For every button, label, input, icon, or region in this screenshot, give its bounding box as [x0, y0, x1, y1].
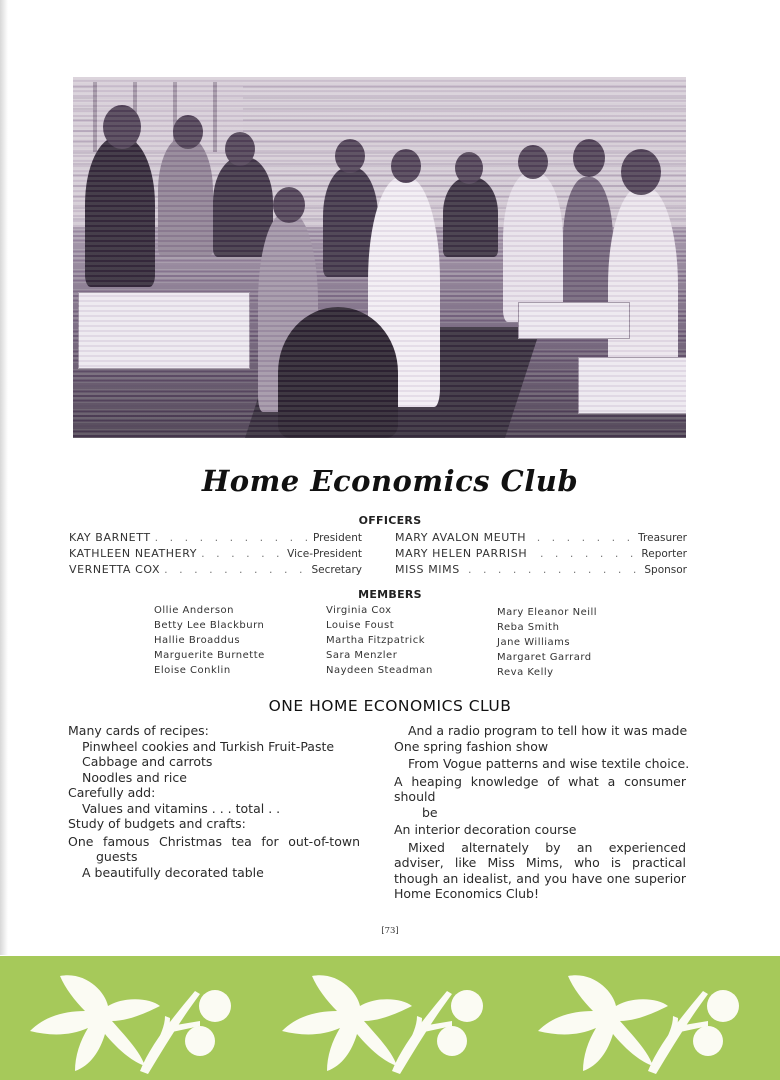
- member-name: Louise Foust: [326, 620, 395, 631]
- poem-line: guests: [96, 849, 138, 864]
- member-name: Hallie Broaddus: [154, 635, 241, 646]
- photo-person-head: [103, 105, 141, 149]
- poem-column-right: [394, 723, 690, 902]
- page-number: [73]: [381, 926, 399, 936]
- poem-line: From Vogue patterns and wise textile choice.: [408, 756, 690, 771]
- officer-role: Treasurer: [638, 532, 687, 544]
- officer-name: MISS MIMS: [395, 563, 460, 576]
- photo-table: [578, 357, 686, 414]
- members-column-3: [497, 605, 597, 680]
- photo-person: [563, 177, 613, 317]
- leaf-branch-motif-icon: [538, 966, 758, 1076]
- poem-line: One spring fashion show: [394, 738, 549, 754]
- photo-person: [85, 137, 155, 287]
- officers-heading: OFFICERS: [358, 514, 422, 527]
- officer-role: President: [313, 532, 362, 544]
- member-name: Betty Lee Blackburn: [154, 620, 265, 631]
- leader-dots: [201, 546, 283, 562]
- club-photo: [73, 77, 686, 438]
- members-column-2: [326, 603, 433, 678]
- photo-person-head: [621, 149, 661, 195]
- poem-line: A beautifully decorated table: [82, 864, 264, 880]
- officer-role: Vice-President: [287, 548, 362, 560]
- poem-paragraph: Mixed alternately by an experienced adviser, like Miss Mims, who is practical though an idealist, and you have one superior Home Economics Club!: [394, 839, 686, 901]
- footer-band: [0, 956, 780, 1080]
- photo-person-head: [335, 139, 365, 173]
- leaf-branch-motif-icon: [30, 966, 250, 1076]
- photo-table: [78, 292, 250, 369]
- photo-person-head: [518, 145, 548, 179]
- photo-person-head: [273, 187, 305, 223]
- leaf-branch-motif-icon: [282, 966, 502, 1076]
- officer-row: [395, 530, 687, 546]
- photo-person-head: [455, 152, 483, 184]
- member-name: Ollie Anderson: [154, 605, 234, 616]
- officer-role: Sponsor: [644, 564, 687, 576]
- member-name: Reba Smith: [497, 622, 560, 633]
- member-name: Mary Eleanor Neill: [497, 607, 598, 618]
- photo-person: [443, 177, 498, 257]
- member-name: Virginia Cox: [326, 605, 392, 616]
- poem-line: Carefully add:: [68, 785, 156, 800]
- leader-dots: [164, 562, 307, 578]
- officer-name: MARY AVALON MEUTH: [395, 531, 527, 544]
- officer-name: KATHLEEN NEATHERY: [69, 547, 198, 560]
- officer-row: [395, 562, 687, 578]
- member-name: Marguerite Burnette: [154, 650, 265, 661]
- officer-name: MARY HELEN PARRISH: [395, 547, 528, 560]
- member-name: Naydeen Steadman: [326, 665, 433, 676]
- member-name: Margaret Garrard: [497, 652, 592, 663]
- poem-line: A heaping knowledge of what a consumer should: [394, 773, 686, 804]
- poem-line: An interior decoration course: [394, 822, 577, 837]
- member-name: Sara Menzler: [326, 650, 398, 661]
- poem-line: And a radio program to tell how it was made: [408, 723, 688, 738]
- poem-line: Many cards of recipes:: [68, 723, 209, 738]
- poem-line: One famous Christmas tea for out-of-town: [68, 833, 360, 849]
- photo-table: [518, 302, 630, 339]
- officer-name: VERNETTA COX: [69, 563, 161, 576]
- poem-line: Study of budgets and crafts:: [68, 816, 246, 831]
- poem-title: ONE HOME ECONOMICS CLUB: [268, 697, 512, 715]
- leader-dots: [464, 562, 641, 578]
- officer-row: [69, 546, 362, 562]
- officer-row: [69, 530, 362, 546]
- officer-row: [395, 546, 687, 562]
- photo-person-head: [173, 115, 203, 149]
- officer-row: [69, 562, 362, 578]
- poem-column-left: [68, 723, 360, 880]
- officers-list-right: [395, 530, 687, 578]
- leader-dots: [155, 530, 309, 546]
- poem-line: Cabbage and carrots: [82, 754, 213, 769]
- club-title: Home Economics Club: [201, 464, 579, 498]
- photo-person: [503, 172, 563, 322]
- member-name: Jane Williams: [497, 637, 571, 648]
- member-name: Eloise Conklin: [154, 665, 231, 676]
- photo-person-seated: [278, 307, 398, 438]
- poem-line: Pinwheel cookies and Turkish Fruit-Paste: [82, 738, 335, 754]
- member-name: Reva Kelly: [497, 667, 554, 678]
- officer-role: Secretary: [311, 564, 362, 576]
- officers-list-left: [69, 530, 362, 578]
- members-column-1: [154, 603, 265, 678]
- leader-dots: [531, 546, 637, 562]
- poem-line: be: [422, 804, 438, 820]
- officer-role: Reporter: [641, 548, 687, 560]
- photo-person-head: [573, 139, 605, 177]
- member-name: Martha Fitzpatrick: [326, 635, 425, 646]
- photo-person: [158, 137, 213, 257]
- poem-line: Noodles and rice: [82, 769, 187, 785]
- leader-dots: [530, 530, 634, 546]
- photo-person-head: [225, 132, 255, 166]
- poem-line: Values and vitamins . . . total . .: [82, 800, 281, 816]
- officer-name: KAY BARNETT: [69, 531, 151, 544]
- members-heading: MEMBERS: [358, 588, 422, 601]
- photo-person-head: [391, 149, 421, 183]
